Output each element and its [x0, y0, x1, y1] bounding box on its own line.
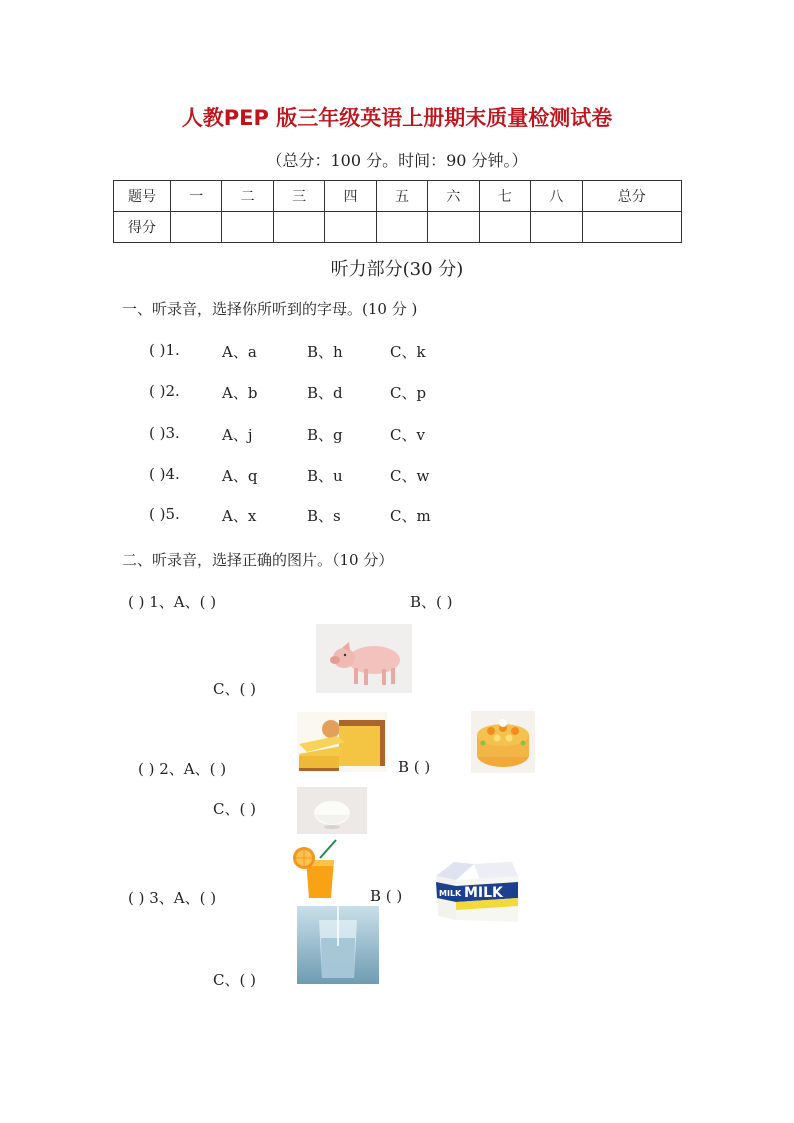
option-a: A、q — [222, 467, 258, 485]
page-title: 人教PEP 版三年级英语上册期末质量检测试卷 — [181, 106, 613, 130]
option-c: C、w — [390, 467, 430, 485]
table-header-cell: 五 — [376, 181, 427, 212]
milk-label-front: MILK — [464, 885, 503, 901]
table-header-cell: 题号 — [114, 181, 171, 212]
table-header-cell: 四 — [325, 181, 376, 212]
score-cell[interactable] — [531, 212, 582, 243]
pig-picture — [316, 624, 412, 693]
option-b: B、d — [307, 384, 343, 402]
option-b: B、s — [307, 507, 341, 525]
part2-instruction: 二、听录音，选择正确的图片。（10 分） — [122, 551, 394, 569]
q2-lead[interactable]: ( ) 2、A、( ) — [138, 760, 227, 778]
option-c: C、v — [390, 426, 425, 444]
milk-carton-picture — [434, 858, 520, 926]
option-a: A、x — [222, 507, 257, 525]
q3-lead[interactable]: ( ) 3、A、( ) — [128, 889, 217, 907]
answer-bracket[interactable]: ( )4. — [149, 465, 180, 483]
score-cell[interactable] — [428, 212, 479, 243]
q3-option-c[interactable]: C、( ) — [213, 971, 256, 989]
score-cell[interactable] — [479, 212, 530, 243]
option-c: C、k — [390, 343, 426, 361]
table-header-cell: 六 — [428, 181, 479, 212]
table-header-cell: 七 — [479, 181, 530, 212]
score-cell[interactable] — [273, 212, 324, 243]
score-table — [113, 180, 682, 243]
bread-picture — [297, 712, 387, 772]
q2-option-c[interactable]: C、( ) — [213, 800, 256, 818]
option-b: B、u — [307, 467, 343, 485]
option-b: B、g — [307, 426, 343, 444]
water-glass-picture — [297, 906, 379, 984]
answer-bracket[interactable]: ( )5. — [149, 505, 180, 523]
table-header-cell: 八 — [531, 181, 582, 212]
score-cell[interactable] — [376, 212, 427, 243]
score-cell[interactable] — [582, 212, 682, 243]
table-header-cell: 总分 — [582, 181, 682, 212]
q2-option-b[interactable]: B ( ) — [398, 758, 431, 776]
q1-lead[interactable]: ( ) 1、A、( ) — [128, 593, 217, 611]
part1-instruction: 一、听录音，选择你所听到的字母。(10 分 ) — [122, 300, 418, 318]
score-cell[interactable] — [171, 212, 222, 243]
table-header-cell: 一 — [171, 181, 222, 212]
score-cell[interactable] — [222, 212, 273, 243]
q1-option-b[interactable]: B、( ) — [410, 593, 453, 611]
table-header-cell: 二 — [222, 181, 273, 212]
score-table-score-row — [114, 212, 682, 243]
option-a: A、b — [222, 384, 258, 402]
rice-picture — [297, 787, 367, 834]
answer-bracket[interactable]: ( )3. — [149, 424, 180, 442]
milk-label-side: MILK — [439, 889, 462, 898]
exam-info: （总分：100 分。时间：90 分钟。） — [266, 151, 528, 170]
score-cell[interactable] — [325, 212, 376, 243]
score-table-header-row — [114, 181, 682, 212]
option-c: C、p — [390, 384, 427, 402]
section-heading: 听力部分(30 分) — [330, 259, 464, 280]
table-header-cell: 三 — [273, 181, 324, 212]
option-b: B、h — [307, 343, 343, 361]
q1-option-c[interactable]: C、( ) — [213, 680, 256, 698]
score-row-label: 得分 — [114, 212, 171, 243]
answer-bracket[interactable]: ( )2. — [149, 382, 180, 400]
cake-picture — [471, 711, 535, 773]
option-c: C、m — [390, 507, 431, 525]
orange-juice-picture — [290, 836, 350, 903]
option-a: A、a — [222, 343, 257, 361]
option-a: A、j — [222, 426, 253, 444]
q3-option-b[interactable]: B ( ) — [370, 887, 403, 905]
answer-bracket[interactable]: ( )1. — [149, 341, 180, 359]
